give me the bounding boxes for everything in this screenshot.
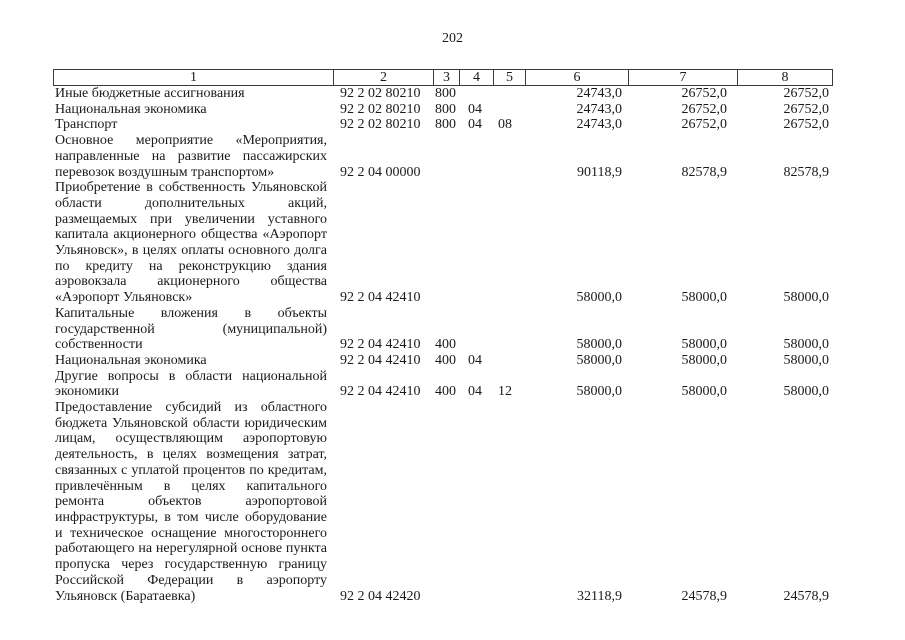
row-description: Другие вопросы в области национальной экономики	[55, 368, 327, 400]
row-description: Приобретение в собственность Ульяновской области дополнительных акций, размещаемых при увеличении уставного капитала акционерного общества «Аэропорт Ульяновск», в целях оплаты основного долга по кредиту на реконструкцию здания аэровокзала акционерного общества «Аэропорт Ульяновск»	[55, 180, 327, 306]
row-value-6: 90118,9	[577, 164, 622, 180]
row-col5: 12	[498, 384, 512, 400]
row-value-6: 24743,0	[576, 86, 622, 101]
header-cell-6: 6	[525, 70, 628, 85]
row-value-8: 82578,9	[783, 164, 829, 180]
row-code: 92 2 04 42410	[340, 337, 421, 353]
row-description: Иные бюджетные ассигнования	[55, 86, 245, 101]
row-col3: 400	[435, 352, 456, 368]
row-value-8: 26752,0	[783, 117, 829, 133]
row-col5: 08	[498, 117, 512, 133]
row-description: Транспорт	[55, 117, 118, 133]
table-row	[55, 117, 835, 133]
table-row	[55, 102, 835, 118]
row-value-6: 58000,0	[576, 290, 622, 306]
row-value-6: 58000,0	[576, 384, 622, 400]
header-cell-7: 7	[628, 70, 737, 85]
row-value-7: 26752,0	[681, 117, 727, 133]
row-col3: 800	[435, 86, 456, 101]
row-code: 92 2 02 80210	[340, 86, 421, 101]
header-cell-5: 5	[493, 70, 525, 85]
row-col4: 04	[468, 384, 482, 400]
row-value-7: 26752,0	[681, 86, 727, 101]
table-row	[55, 180, 835, 306]
row-value-8: 58000,0	[783, 290, 829, 306]
table-header-row	[53, 69, 833, 86]
row-value-6: 32118,9	[577, 588, 622, 604]
row-code: 92 2 04 42410	[340, 352, 421, 368]
row-description: Основное мероприятие «Мероприятия, направленные на развитие пассажирских перевозок воздушным транспортом»	[55, 133, 327, 180]
header-cell-3: 3	[433, 70, 459, 85]
table-body	[55, 86, 835, 604]
row-description: Национальная экономика	[55, 352, 207, 368]
row-col3: 800	[435, 101, 456, 117]
header-cell-4: 4	[459, 70, 493, 85]
row-col4: 04	[468, 101, 482, 117]
row-value-8: 58000,0	[783, 352, 829, 368]
row-value-6: 58000,0	[576, 337, 622, 353]
row-col4: 04	[468, 117, 482, 133]
row-code: 92 2 04 42420	[340, 588, 421, 604]
row-value-7: 58000,0	[681, 352, 727, 368]
row-value-6: 24743,0	[576, 101, 622, 117]
row-value-8: 58000,0	[783, 337, 829, 353]
row-col3: 400	[435, 384, 456, 400]
row-value-8: 26752,0	[783, 86, 829, 101]
row-description: Национальная экономика	[55, 101, 207, 117]
header-cell-8: 8	[737, 70, 832, 85]
row-code: 92 2 04 42410	[340, 290, 421, 306]
row-code: 92 2 04 00000	[340, 164, 421, 180]
row-description: Капитальные вложения в объекты государственной (муниципальной) собственности	[55, 305, 327, 353]
row-value-7: 24578,9	[681, 588, 727, 604]
row-value-7: 58000,0	[681, 384, 727, 400]
row-value-6: 24743,0	[576, 117, 622, 133]
row-value-6: 58000,0	[576, 352, 622, 368]
table-row	[55, 86, 835, 102]
table-row	[55, 400, 835, 604]
row-value-8: 24578,9	[783, 588, 829, 604]
page-number: 202	[442, 31, 463, 46]
row-value-7: 82578,9	[681, 164, 727, 180]
row-col4: 04	[468, 352, 482, 368]
table-row	[55, 353, 835, 369]
header-cell-2: 2	[333, 70, 433, 85]
table-row	[55, 369, 835, 400]
row-value-8: 58000,0	[783, 384, 829, 400]
header-cell-1: 1	[190, 70, 197, 85]
row-code: 92 2 02 80210	[340, 101, 421, 117]
row-col3: 400	[435, 337, 456, 353]
row-code: 92 2 02 80210	[340, 117, 421, 133]
row-col3: 800	[435, 117, 456, 133]
row-value-8: 26752,0	[783, 101, 829, 117]
row-description: Предоставление субсидий из областного бюджета Ульяновской области юридическим лицам, осуществляющим аэропортовую деятельность, в целях возмещения затрат, связанных с уплатой процентов по кредитам, привлечённым в целях капитального ремонта объектов аэропортовой инфраструктуры, в том числе оборудование и техническое оснащение многостороннего работающего на нерегулярной основе пункта пропуска через государственную границу Российской Федерации в аэропорту Ульяновск (Баратаевка)	[55, 400, 327, 604]
row-value-7: 58000,0	[681, 337, 727, 353]
table-row	[55, 306, 835, 353]
row-value-7: 58000,0	[681, 290, 727, 306]
row-value-7: 26752,0	[681, 101, 727, 117]
table-row	[55, 133, 835, 180]
row-code: 92 2 04 42410	[340, 384, 421, 400]
